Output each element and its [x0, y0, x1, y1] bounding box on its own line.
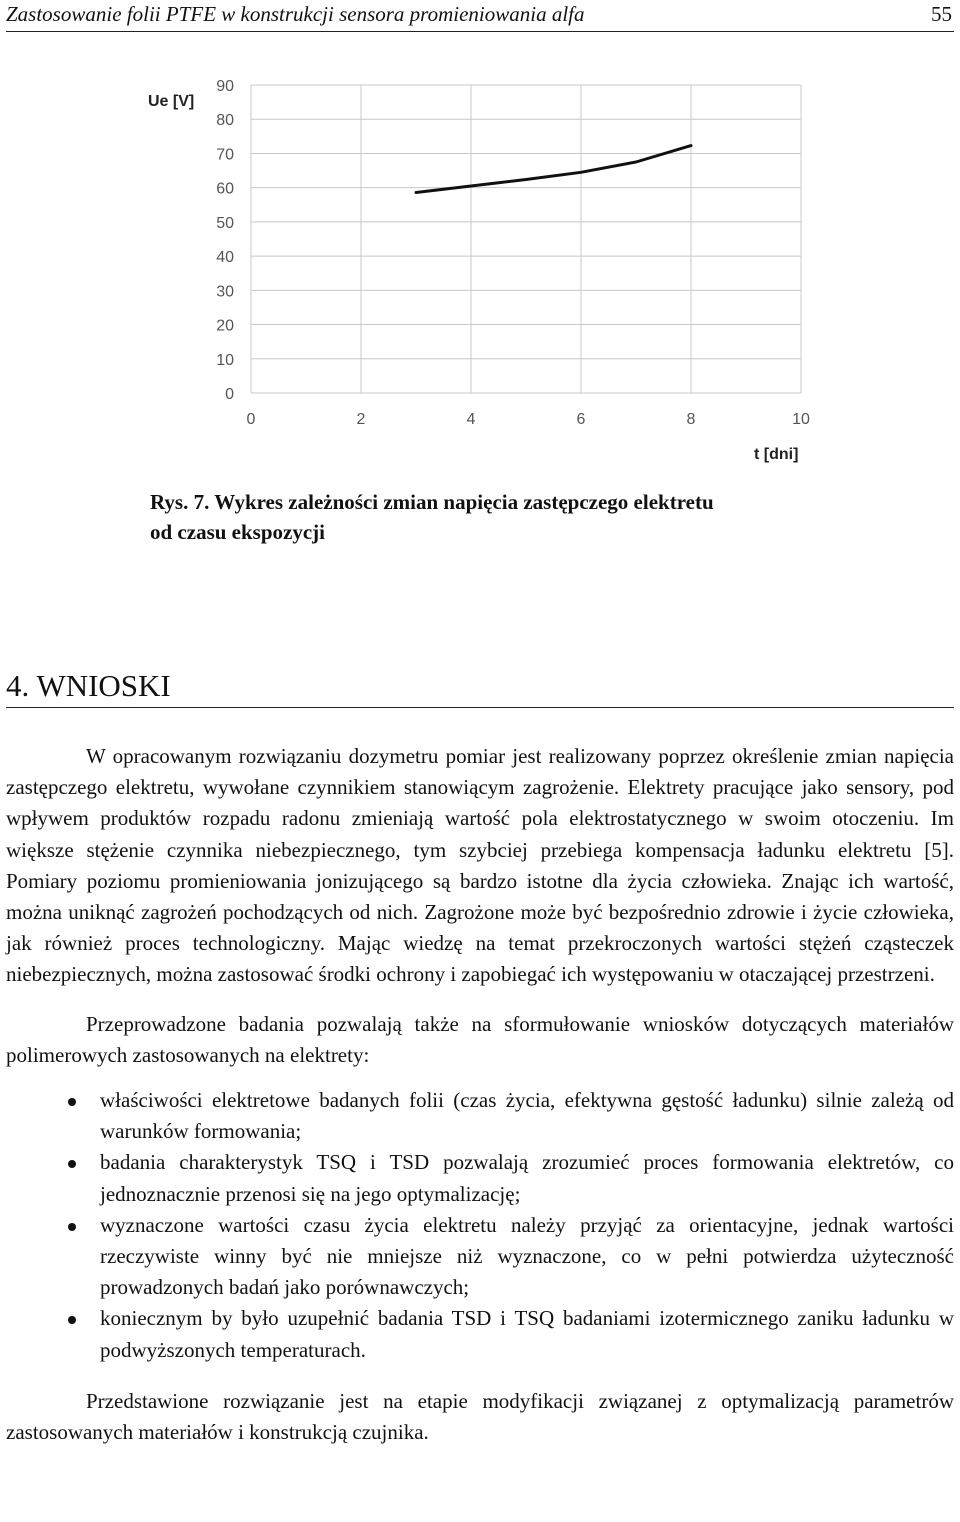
running-header	[6, 0, 954, 32]
y-tick-label: 50	[216, 214, 234, 232]
voltage-time-chart	[130, 70, 830, 470]
conclusions-list	[6, 1085, 954, 1366]
bullet-icon	[68, 1223, 76, 1231]
caption-line-2: od czasu ekspozycji	[150, 520, 325, 544]
x-tick-label: 2	[356, 411, 366, 428]
x-tick-label: 8	[686, 411, 696, 428]
list-item-text: właściwości elektretowe badanych folii (czas życia, efektywna gęstość ładunku) silnie zależą od warunków formowania;	[100, 1088, 954, 1144]
bullet-icon	[68, 1316, 76, 1324]
y-tick-label: 30	[216, 283, 234, 301]
y-tick-label: 20	[216, 317, 234, 335]
y-tick-label: 60	[216, 180, 234, 198]
section-heading: 4. WNIOSKI	[6, 664, 954, 708]
x-tick-label: 4	[466, 411, 476, 428]
body-text	[6, 741, 954, 1448]
y-tick-label: 90	[216, 78, 234, 95]
y-tick-label: 10	[216, 351, 234, 369]
paragraph-1: W opracowanym rozwiązaniu dozymetru pomiar jest realizowany poprzez określenie zmian napięcia zastępczego elektretu, wywołane czynnikiem stanowiącym zagrożenie. Elektrety pracujące jako sensory, pod wpływem produktów rozpadu radonu zmieniają wartość pola elektrostatycznego w swoim otoczeniu. Im większe stężenie czynnika niebezpiecznego, tym szybciej przebiega kompensacja ładunku elektretu [5]. Pomiary poziomu promieniowania jonizującego są bardzo istotne dla życia człowieka. Znając ich wartość, można uniknąć zagrożeń pochodzących od nich. Zagrożone może być bezpośrednio zdrowie i życie człowieka, jak również proces technologiczny. Mając wiedzę na temat przekroczonych wartości stężeń cząsteczek niebezpiecznych, można zastosować środki ochrony i zapobiegać ich występowaniu w otaczającej przestrzeni.	[6, 744, 954, 987]
list-item-text: wyznaczone wartości czasu życia elektretu należy przyjąć za orientacyjne, jednak wartości rzeczywiste winny być nie mniejsze niż wyznaczone, co w pełni potwierdza użyteczność prowadzonych badań jako porównawczych;	[100, 1212, 954, 1300]
y-tick-label: 80	[216, 112, 234, 130]
bullet-icon	[68, 1098, 76, 1106]
running-title: Zastosowanie folii PTFE w konstrukcji sensora promieniowania alfa	[6, 2, 585, 26]
x-tick-label: 0	[246, 411, 256, 428]
list-item-text: koniecznym by było uzupełnić badania TSD i TSQ badaniami izotermicznego zaniku ładunku w podwyższonych temperaturach.	[100, 1306, 954, 1362]
list-item	[6, 1147, 954, 1209]
y-tick-label: 40	[216, 249, 234, 267]
x-tick-label: 10	[792, 411, 810, 428]
x-tick-label: 6	[576, 411, 586, 428]
y-axis-label: Ue [V]	[148, 93, 195, 110]
list-item	[6, 1303, 954, 1365]
figure-caption	[150, 487, 850, 547]
list-item	[6, 1210, 954, 1304]
y-tick-label: 70	[216, 146, 234, 164]
bullet-icon	[68, 1160, 76, 1168]
list-item	[6, 1085, 954, 1147]
series-line	[416, 146, 691, 193]
list-item-text: badania charakterystyk TSQ i TSD pozwalają zrozumieć proces formowania elektretów, co jednoznacznie przenosi się na jego optymalizację;	[100, 1150, 954, 1206]
paragraph-2: Przeprowadzone badania pozwalają także na sformułowanie wniosków dotyczących materiałów polimerowych zastosowanych na elektrety:	[6, 1011, 954, 1067]
x-axis-label: t [dni]	[754, 446, 799, 463]
page-number: 55	[931, 2, 952, 26]
y-tick-label: 0	[225, 386, 234, 403]
caption-line-1: Rys. 7. Wykres zależności zmian napięcia zastępczego elektretu	[150, 490, 714, 514]
paragraph-3: Przedstawione rozwiązanie jest na etapie modyfikacji związanej z optymalizacją parametrów zastosowanych materiałów i konstrukcją czujnika.	[6, 1388, 954, 1445]
